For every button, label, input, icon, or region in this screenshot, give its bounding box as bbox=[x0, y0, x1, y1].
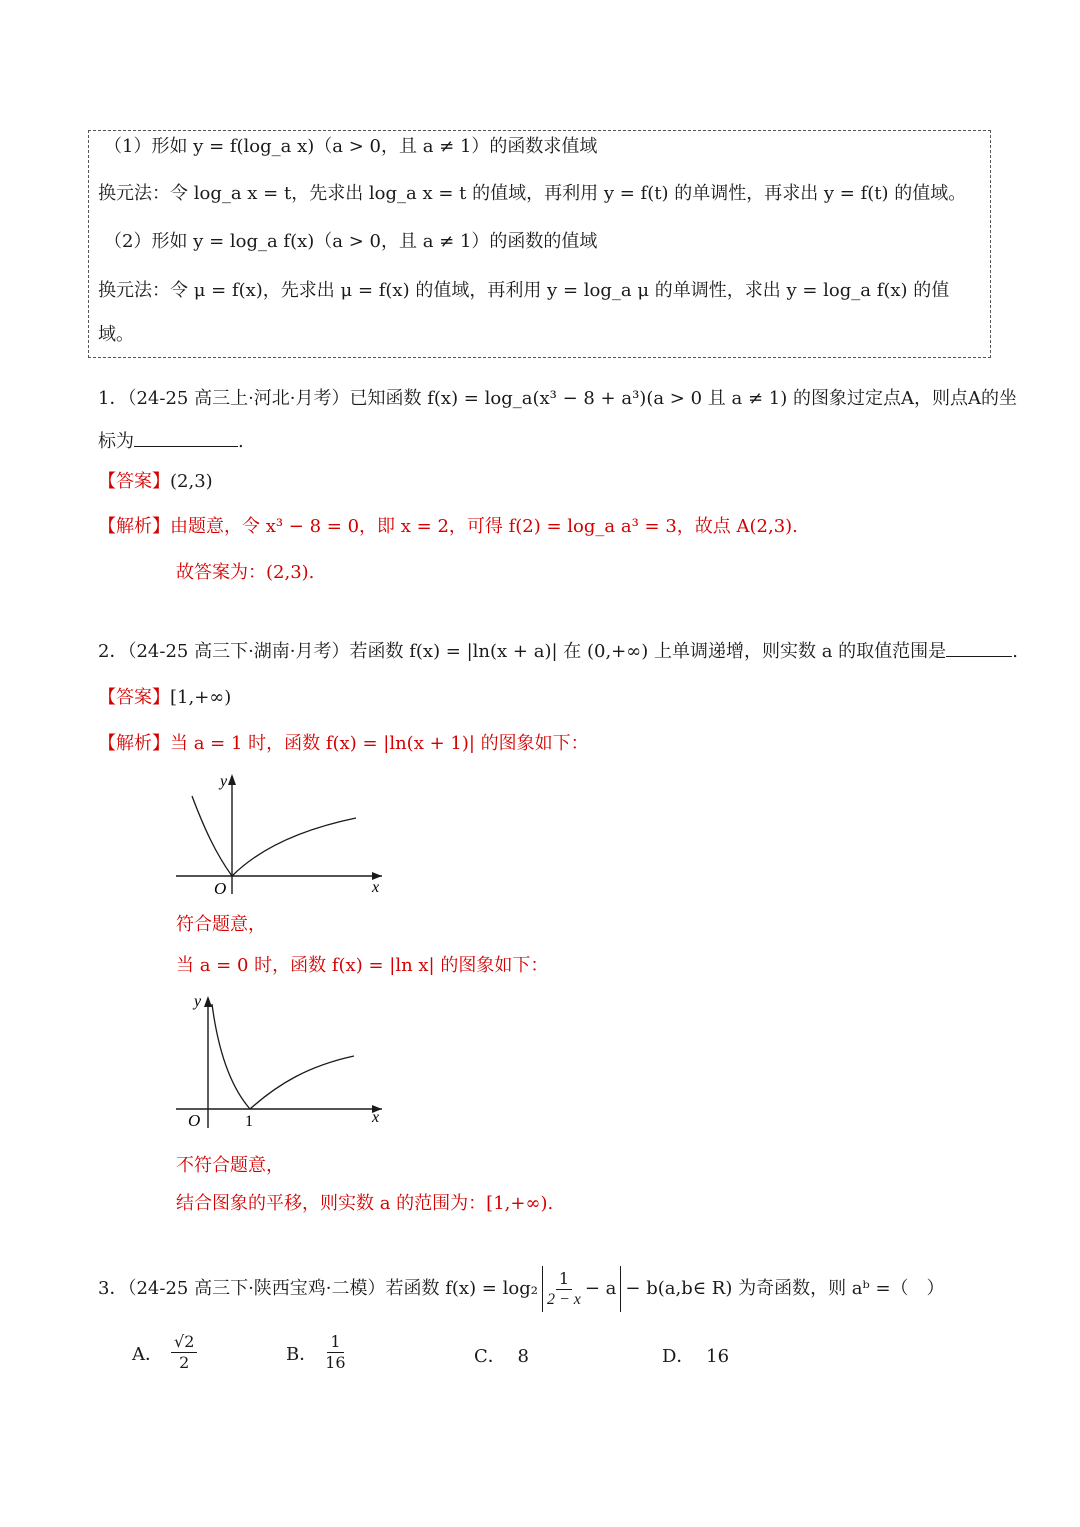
q3-option-c[interactable] bbox=[474, 1342, 529, 1368]
q3-option-a-frac bbox=[171, 1332, 197, 1373]
q3-option-a-den: 2 bbox=[179, 1353, 190, 1372]
q2-answer-blank bbox=[946, 640, 1012, 657]
q1-conclusion: 故答案为：(2,3). bbox=[176, 562, 315, 583]
q1-stem-b: 标为 bbox=[98, 431, 134, 452]
q2-answer-tag: 【答案】 bbox=[98, 687, 170, 708]
q3-frac-num: 1 bbox=[556, 1269, 572, 1290]
q3-option-c-key: C． bbox=[474, 1346, 506, 1367]
graph-ln-x-plus-1 bbox=[168, 768, 398, 900]
graph2-left-branch bbox=[212, 1004, 250, 1109]
graph2-y-arrow bbox=[204, 996, 212, 1007]
graph1-y-label: y bbox=[220, 773, 228, 790]
method-line-2: 换元法：令 log_a x = t，先求出 log_a x = t 的值域，再利用 y = f(t) 的单调性，再求出 y = f(t) 的值域。 bbox=[98, 183, 967, 204]
q2-stem-row bbox=[98, 640, 1018, 664]
q3-option-b-frac bbox=[325, 1332, 345, 1373]
graph-ln-x bbox=[168, 990, 398, 1130]
q2-case1: 当 a = 1 时，函数 f(x) = |ln(x + 1)| 的图象如下： bbox=[170, 733, 589, 754]
q3-abs-left-bar bbox=[542, 1266, 543, 1312]
q1-answer-tag: 【答案】 bbox=[98, 471, 170, 492]
q3-option-b-num: 1 bbox=[327, 1332, 343, 1353]
q2-answer: [1,+∞) bbox=[170, 687, 232, 708]
q3-stem-row bbox=[98, 1265, 945, 1313]
method-line-1: （1）形如 y = f(log_a x)（a > 0，且 a ≠ 1）的函数求值域 bbox=[104, 136, 598, 157]
q2-case1-row bbox=[98, 732, 589, 756]
q1-stem-b-row bbox=[98, 430, 244, 454]
q2-analysis-tag: 【解析】 bbox=[98, 733, 170, 754]
graph2-tick-1: 1 bbox=[245, 1113, 253, 1130]
q3-option-c-text: 8 bbox=[517, 1346, 529, 1367]
q3-stem-a: 3．（24-25 高三下·陕西宝鸡·二模）若函数 f(x) = log₂ bbox=[98, 1278, 538, 1299]
q1-analysis: 由题意，令 x³ − 8 = 0，即 x = 2，可得 f(2) = log_a a³ = 3，故点 A(2,3). bbox=[170, 516, 798, 537]
q3-stem-c: − b(a,b∈ R) 为奇函数，则 aᵇ =（ ） bbox=[625, 1278, 945, 1299]
q3-stem-b: − a bbox=[584, 1278, 617, 1299]
q3-option-b[interactable] bbox=[286, 1332, 346, 1373]
q1-answer: (2,3) bbox=[170, 471, 213, 492]
q3-abs-right-bar bbox=[620, 1266, 621, 1312]
q2-stem: 2．（24-25 高三下·湖南·月考）若函数 f(x) = |ln(x + a)| 在 (0,+∞) 上单调递增，则实数 a 的取值范围是 bbox=[98, 641, 947, 662]
q2-conclusion: 结合图象的平移，则实数 a 的范围为：[1,+∞). bbox=[176, 1193, 554, 1214]
q3-option-b-den: 16 bbox=[325, 1353, 346, 1372]
graph1-y-arrow bbox=[228, 774, 236, 785]
q3-option-b-key: B． bbox=[286, 1343, 318, 1365]
q2-fit: 符合题意， bbox=[176, 914, 266, 935]
q2-not-fit: 不符合题意， bbox=[176, 1155, 284, 1176]
graph2-origin-label: O bbox=[188, 1111, 201, 1130]
q3-option-a[interactable] bbox=[132, 1332, 197, 1373]
q3-option-d-text: 16 bbox=[706, 1346, 730, 1367]
q1-analysis-tag: 【解析】 bbox=[98, 516, 170, 537]
method-line-3: （2）形如 y = log_a f(x)（a > 0，且 a ≠ 1）的函数的值域 bbox=[104, 231, 598, 252]
graph2-x-label: x bbox=[372, 1109, 380, 1126]
method-line-5: 域。 bbox=[98, 324, 134, 345]
q3-frac-den: 2 − x bbox=[546, 1290, 581, 1308]
q1-stem-a: 1．（24-25 高三上·河北·月考）已知函数 f(x) = log_a(x³ − 8 + a³)(a > 0 且 a ≠ 1) 的图象过定点A，则点A的坐 bbox=[98, 388, 1017, 409]
q3-option-d-key: D． bbox=[662, 1346, 695, 1367]
graph1-right-branch bbox=[232, 818, 356, 876]
graph2-y-label: y bbox=[194, 993, 202, 1010]
q1-answer-blank bbox=[134, 430, 238, 447]
q2-answer-row bbox=[98, 686, 231, 710]
method-line-4: 换元法：令 μ = f(x)，先求出 μ = f(x) 的值域，再利用 y = log_a μ 的单调性，求出 y = log_a f(x) 的值 bbox=[98, 280, 950, 301]
graph1-origin-label: O bbox=[214, 879, 227, 898]
graph2-right-branch bbox=[250, 1056, 354, 1109]
q3-option-d[interactable] bbox=[662, 1342, 729, 1368]
q2-stem-end: . bbox=[1012, 641, 1018, 662]
q1-analysis-row bbox=[98, 515, 798, 539]
q2-case2: 当 a = 0 时，函数 f(x) = |ln x| 的图象如下： bbox=[176, 955, 549, 976]
q3-option-a-key: A． bbox=[132, 1343, 163, 1365]
graph1-left-branch bbox=[192, 796, 232, 876]
q3-fraction bbox=[547, 1269, 581, 1310]
graph1-x-label: x bbox=[372, 879, 380, 896]
q3-option-a-num: √2 bbox=[171, 1332, 197, 1353]
q1-answer-row bbox=[98, 470, 213, 494]
q1-stem-end: . bbox=[238, 431, 244, 452]
